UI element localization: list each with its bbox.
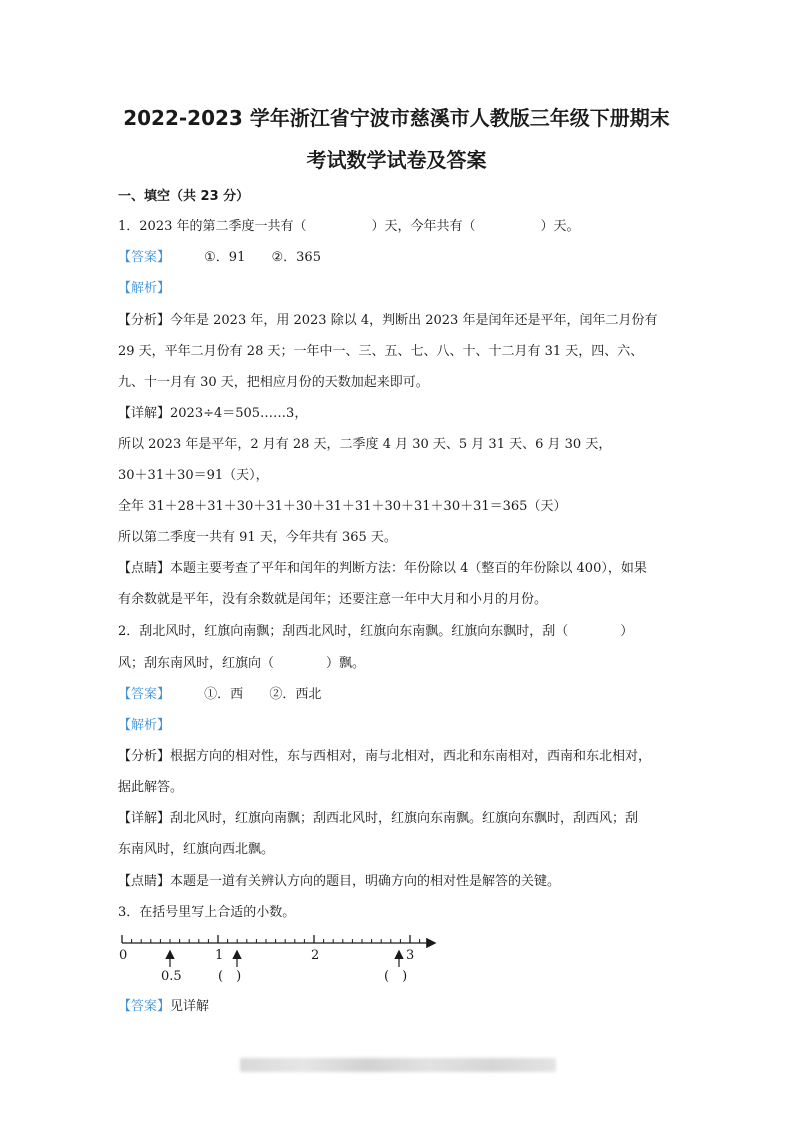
- arrow-label-blank-2: ( ): [384, 969, 408, 984]
- section-heading: 一、填空（共 23 分）: [118, 189, 250, 204]
- q1-xiangjie-line-3: 30＋31＋30＝91（天），: [118, 468, 269, 483]
- number-line-label-2: 2: [311, 948, 320, 963]
- document-title-line-2: 考试数学试卷及答案: [306, 148, 487, 172]
- q2-answer-1: ①．西: [204, 687, 244, 702]
- analysis-tag: 【解析】: [118, 718, 171, 733]
- arrow-label-blank-1: ( ): [218, 969, 242, 984]
- number-line-label-1: 1: [215, 948, 224, 963]
- answer-tag: 【答案】: [118, 687, 171, 702]
- q1-answer-1: ①．91: [204, 250, 246, 265]
- analysis-tag: 【解析】: [118, 281, 171, 296]
- number-line-ticks: [122, 935, 420, 943]
- q3-answer-text: 见详解: [170, 999, 210, 1014]
- q1-question: 1．2023 年的第二季度一共有（ ）天，今年共有（ ）天。: [118, 219, 580, 234]
- q1-xiangjie-line-5: 所以第二季度一共有 91 天，今年共有 365 天。: [118, 530, 397, 545]
- q1-dianjing-line-1: 【点睛】本题主要考查了平年和闰年的判断方法：年份除以 4（整百的年份除以 400），如果: [118, 561, 647, 576]
- q1-dianjing-line-2: 有余数就是平年，没有余数就是闰年；还要注意一年中大月和小月的月份。: [118, 592, 548, 607]
- q1-xiangjie-line-4: 全年 31＋28＋31＋30＋31＋30＋31＋31＋30＋31＋30＋31＝365（天）: [118, 499, 567, 514]
- q2-xiangjie-line-1: 【详解】刮北风时，红旗向南飘；刮西北风时，红旗向东南飘。红旗向东飘时，刮西风；刮: [118, 811, 639, 826]
- q2-dianjing-line-1: 【点睛】本题是一道有关辨认方向的题目，明确方向的相对性是解答的关键。: [118, 874, 561, 889]
- number-line-label-0: 0: [119, 948, 128, 963]
- answer-tag: 【答案】: [118, 250, 171, 265]
- number-line-label-3: 3: [406, 948, 415, 963]
- answer-tag: 【答案】: [118, 999, 171, 1014]
- document-title-line-1: 2022-2023 学年浙江省宁波市慈溪市人教版三年级下册期末: [123, 106, 670, 130]
- q2-fenxi-line-2: 据此解答。: [118, 780, 184, 795]
- q3-answer-row: [118, 998, 209, 1016]
- q2-question-line-1: 2．刮北风时，红旗向南飘；刮西北风时，红旗向东南飘。红旗向东飘时，刮（ ）: [118, 624, 634, 639]
- q1-answer-2: ②．365: [271, 250, 321, 265]
- footer-watermark: [240, 1058, 556, 1072]
- q1-xiangjie-line-2: 所以 2023 年是平年，2 月有 28 天，二季度 4 月 30 天、5 月 31 天、6 月 30 天，: [118, 437, 612, 452]
- q2-question-line-2: 风；刮东南风时，红旗向（ ）飘。: [118, 656, 366, 671]
- q1-xiangjie-line-1: 【详解】2023÷4＝505……3，: [118, 406, 308, 421]
- q2-xiangjie-line-2: 东南风时，红旗向西北飘。: [118, 842, 275, 857]
- q1-fenxi-line-1: 【分析】今年是 2023 年，用 2023 除以 4，判断出 2023 年是闰年还是平年，闰年二月份有: [118, 313, 658, 328]
- q1-fenxi-line-3: 九、十一月有 30 天，把相应月份的天数加起来即可。: [118, 375, 429, 390]
- q1-fenxi-line-2: 29 天，平年二月份有 28 天；一年中一、三、五、七、八、十、十二月有 31 天，四、六、: [118, 344, 644, 359]
- q2-answer-2: ②．西北: [269, 687, 322, 702]
- q3-question: 3．在括号里写上合适的小数。: [118, 905, 296, 920]
- q2-fenxi-line-1: 【分析】根据方向的相对性，东与西相对，南与北相对，西北和东南相对，西南和东北相对，: [118, 749, 652, 764]
- arrow-label-known: 0.5: [161, 969, 182, 984]
